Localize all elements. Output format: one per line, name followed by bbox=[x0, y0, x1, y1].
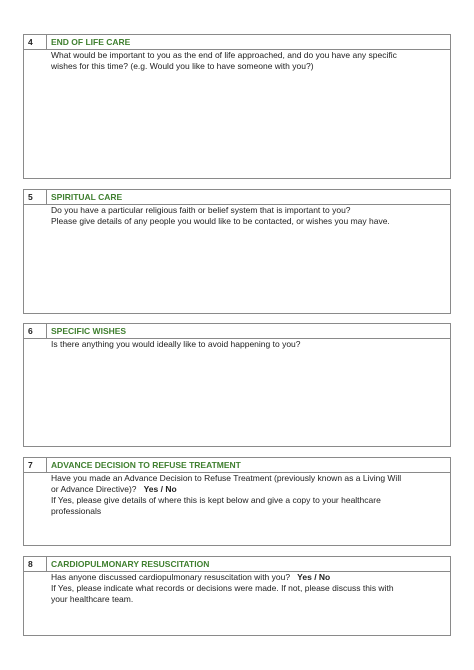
instruction-text: If Yes, please give details of where this is kept below and give a copy to your healthcare bbox=[51, 495, 381, 505]
section-body bbox=[51, 571, 450, 605]
section-number: 6 bbox=[24, 324, 47, 338]
instruction-text: your healthcare team. bbox=[51, 594, 134, 604]
section-header bbox=[24, 35, 450, 50]
instruction-text: If Yes, please indicate what records or decisions were made. If not, please discuss this with bbox=[51, 583, 394, 593]
section-number: 5 bbox=[24, 190, 47, 204]
section-title: END OF LIFE CARE bbox=[51, 37, 131, 47]
question-text: Do you have a particular religious faith or belief system that is important to you? bbox=[51, 205, 351, 215]
section-number: 7 bbox=[24, 458, 47, 472]
section-header bbox=[24, 324, 450, 339]
section-title: SPECIFIC WISHES bbox=[51, 326, 127, 336]
section-title: ADVANCE DECISION TO REFUSE TREATMENT bbox=[51, 460, 241, 470]
question-text: or Advance Directive)? bbox=[51, 484, 137, 494]
section-header bbox=[24, 190, 450, 205]
section-title: CARDIOPULMONARY RESUSCITATION bbox=[51, 559, 210, 569]
question-text: What would be important to you as the end of life approached, and do you have any specific bbox=[51, 50, 397, 60]
yes-no-options[interactable]: Yes / No bbox=[143, 484, 177, 494]
section-advance-decision bbox=[23, 457, 451, 546]
section-body bbox=[51, 338, 450, 350]
section-cardiopulmonary-resuscitation bbox=[23, 556, 451, 636]
section-header bbox=[24, 458, 450, 473]
question-text: Please give details of any people you would like to be contacted, or wishes you may have. bbox=[51, 216, 390, 226]
yes-no-options[interactable]: Yes / No bbox=[297, 572, 331, 582]
section-body bbox=[51, 472, 450, 517]
section-body bbox=[51, 49, 450, 72]
section-number: 8 bbox=[24, 557, 47, 571]
question-text: Is there anything you would ideally like to avoid happening to you? bbox=[51, 339, 301, 349]
question-line bbox=[51, 484, 450, 495]
question-text: wishes for this time? (e.g. Would you like to have someone with you?) bbox=[51, 61, 314, 71]
question-line bbox=[51, 572, 450, 583]
instruction-text: professionals bbox=[51, 506, 102, 516]
section-end-of-life-care bbox=[23, 34, 451, 179]
section-title: SPIRITUAL CARE bbox=[51, 192, 123, 202]
section-specific-wishes bbox=[23, 323, 451, 447]
section-header bbox=[24, 557, 450, 572]
section-body bbox=[51, 204, 450, 227]
section-number: 4 bbox=[24, 35, 47, 49]
section-spiritual-care bbox=[23, 189, 451, 314]
question-text: Have you made an Advance Decision to Refuse Treatment (previously known as a Living Will bbox=[51, 473, 402, 483]
question-text: Has anyone discussed cardiopulmonary resuscitation with you? bbox=[51, 572, 291, 582]
